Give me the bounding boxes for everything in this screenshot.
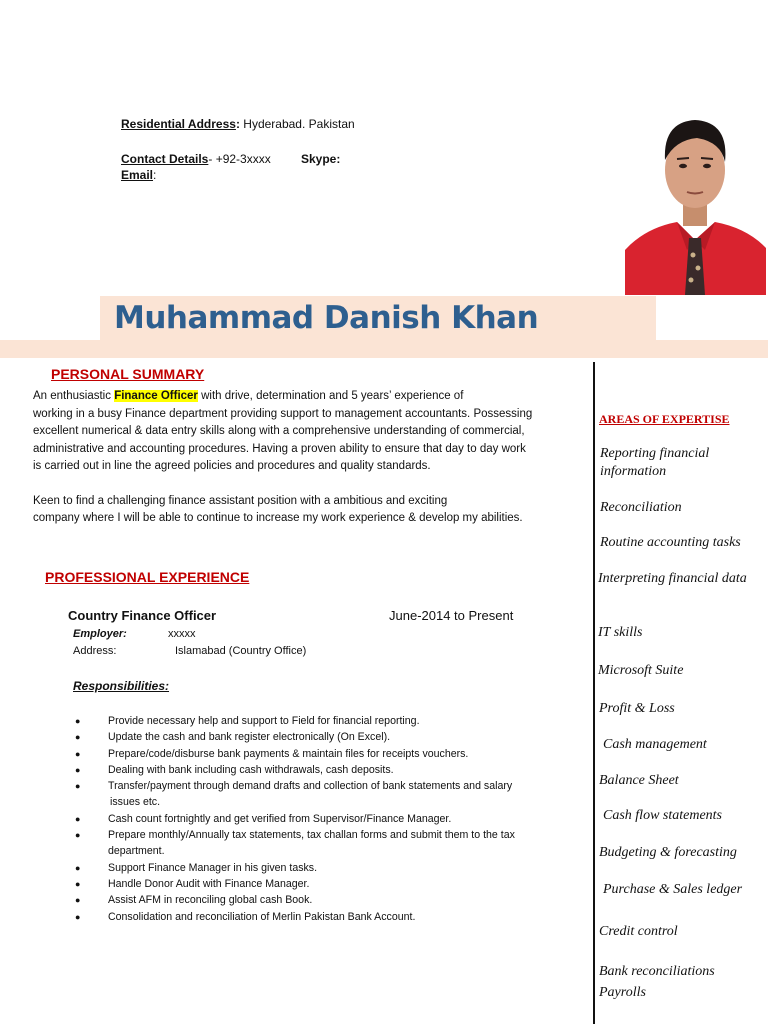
expertise-item: Interpreting financial data	[598, 571, 747, 586]
list-item: ● Provide necessary help and support to Field for financial reporting.	[72, 713, 572, 729]
header-band	[0, 340, 768, 358]
list-item: ● Prepare/code/disburse bank payments & maintain files for receipts vouchers.	[72, 746, 572, 762]
summary-line: company where I will be able to continue to increase my work experience & develop my abilities.	[33, 512, 523, 524]
list-item: ● Dealing with bank including cash withdrawals, cash deposits.	[72, 762, 572, 778]
areas-of-expertise-title: AREAS OF EXPERTISE	[599, 412, 730, 426]
summary-line: administrative and accounting procedures. Having a proven ability to ensure that day to day work	[33, 442, 526, 455]
summary-line: excellent numerical & data entry skills along with a comprehensive understanding of commercial,	[33, 425, 525, 437]
candidate-name: Muhammad Danish Khan	[114, 300, 539, 336]
expertise-item: Profit & Loss	[599, 701, 675, 716]
expertise-item: IT skills	[598, 625, 643, 640]
list-item: ● Consolidation and reconciliation of Merlin Pakistan Bank Account.	[72, 909, 572, 925]
bullet-icon: ●	[75, 813, 81, 824]
expertise-item: Routine accounting tasks	[600, 535, 741, 550]
column-divider	[593, 362, 595, 1024]
address-label: Residential Address	[121, 117, 236, 131]
finance-officer-highlight: Finance Officer	[114, 390, 198, 402]
expertise-item: Credit control	[599, 924, 678, 939]
list-item: ● Handle Donor Audit with Finance Manager.	[72, 876, 572, 892]
expertise-item: Payrolls	[599, 985, 646, 1000]
summary-text	[33, 388, 593, 528]
expertise-item: Purchase & Sales ledger	[603, 882, 743, 897]
list-item: ● Assist AFM in reconciling global cash Book.	[72, 892, 572, 908]
contact-line	[121, 152, 271, 166]
address-value: Hyderabad. Pakistan	[239, 117, 355, 131]
bullet-icon: ●	[75, 862, 81, 873]
expertise-item: Cash management	[603, 737, 707, 752]
employer-address-value: Islamabad (Country Office)	[175, 645, 307, 657]
summary-line: working in a busy Finance department providing support to management accountants. Possessing	[33, 407, 533, 420]
bullet-icon: ●	[75, 911, 81, 922]
list-item-continuation: issues etc.	[110, 796, 161, 809]
job-dates: June-2014 to Present	[389, 608, 514, 623]
contact-label: Contact Details	[121, 152, 209, 166]
job-title: Country Finance Officer	[68, 608, 217, 623]
address-line: Residential Address: Hyderabad. Pakistan	[121, 117, 355, 131]
expertise-item: Budgeting & forecasting	[599, 845, 737, 860]
person-portrait-icon	[625, 100, 766, 295]
expertise-item: Cash flow statements	[603, 808, 723, 823]
expertise-item: Bank reconciliations	[599, 964, 715, 979]
expertise-item: Reporting financial information	[600, 446, 710, 479]
list-item: ● Update the cash and bank register electronically (On Excel).	[72, 729, 572, 745]
skype-label: Skype:	[301, 152, 341, 166]
list-item: ● Transfer/payment through demand drafts and collection of bank statements and salary	[72, 778, 572, 794]
employer-label: Employer:	[73, 628, 127, 640]
list-item: ● Cash count fortnightly and get verified from Supervisor/Finance Manager.	[72, 811, 572, 827]
summary-line: Keen to find a challenging finance assistant position with a ambitious and exciting	[33, 494, 448, 507]
expertise-item: Balance Sheet	[599, 773, 679, 788]
bullet-icon: ●	[75, 781, 81, 792]
email-label: Email	[121, 168, 154, 182]
professional-experience-title: PROFESSIONAL EXPERIENCE	[45, 569, 250, 585]
expertise-item: Reconciliation	[600, 500, 682, 515]
responsibilities-list	[72, 713, 572, 925]
summary-line: is carried out in line the agreed policies and procedures and quality standards.	[33, 460, 431, 472]
employer-address-label: Address:	[73, 645, 117, 657]
list-item: ● Support Finance Manager in his given tasks.	[72, 860, 572, 876]
bullet-icon: ●	[75, 878, 81, 889]
profile-photo	[625, 100, 766, 295]
email-line: Email:	[121, 168, 157, 182]
bullet-icon: ●	[75, 764, 81, 775]
bullet-icon: ●	[75, 748, 81, 759]
summary-line: An enthusiastic Finance Officer with drive, determination and 5 years’ experience of	[33, 390, 464, 402]
employer-value: xxxxx	[168, 628, 196, 640]
contact-value: - +92-3xxxx	[208, 152, 271, 166]
expertise-item: Microsoft Suite	[598, 663, 684, 678]
bullet-icon: ●	[75, 732, 81, 743]
bullet-icon: ●	[75, 830, 81, 841]
list-item-continuation: department.	[108, 845, 165, 858]
bullet-icon: ●	[75, 895, 81, 906]
list-item: ● Prepare monthly/Annually tax statements, tax challan forms and submit them to the tax	[72, 827, 572, 843]
bullet-icon: ●	[75, 716, 81, 726]
responsibilities-label: Responsibilities:	[73, 679, 170, 693]
personal-summary-title: PERSONAL SUMMARY	[51, 366, 205, 382]
